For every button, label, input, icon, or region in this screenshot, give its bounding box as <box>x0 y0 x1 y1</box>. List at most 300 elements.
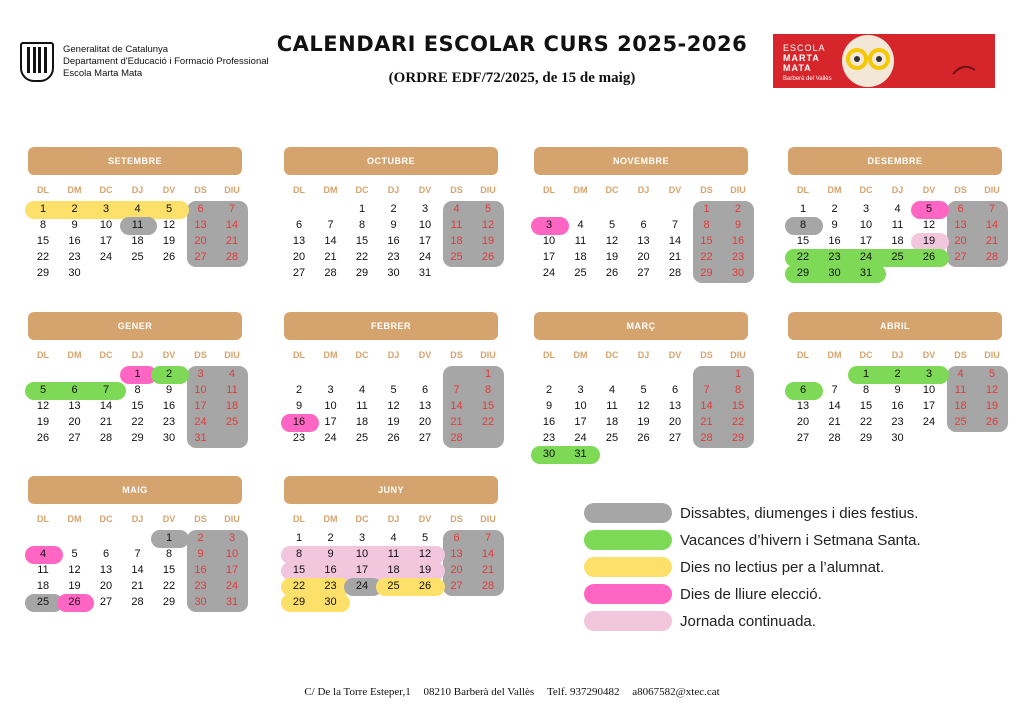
day-cell: 10 <box>859 219 873 231</box>
day-cell: 2 <box>894 368 901 380</box>
day-name: DIU <box>984 185 1000 195</box>
header-left <box>20 42 269 82</box>
month-body <box>284 476 498 676</box>
day-cell: 6 <box>671 384 679 396</box>
day-cell: 7 <box>453 384 460 396</box>
day-name: DS <box>194 350 207 360</box>
day-cell: 23 <box>387 251 400 263</box>
day-cell: 24 <box>324 432 337 444</box>
day-name: DM <box>573 185 588 195</box>
day-cell: 14 <box>225 219 239 231</box>
school-logo-line-1: ESCOLA <box>783 43 826 53</box>
day-cell: 26 <box>985 416 999 428</box>
day-cell: 21 <box>324 251 337 263</box>
day-cell: 18 <box>131 235 144 247</box>
day-cell: 7 <box>102 384 110 396</box>
day-cell: 21 <box>985 235 999 247</box>
day-name: DJ <box>131 514 144 524</box>
day-cell: 22 <box>131 416 144 428</box>
day-cell: 26 <box>605 267 619 279</box>
day-cell: 6 <box>197 203 204 215</box>
day-cell: 19 <box>922 235 936 247</box>
day-cell: 1 <box>39 203 47 215</box>
day-cell: 12 <box>387 400 400 412</box>
day-cell: 11 <box>131 219 144 231</box>
day-name: DM <box>323 185 338 195</box>
day-name: DC <box>99 185 113 195</box>
day-cell: 30 <box>828 267 841 279</box>
day-cell: 15 <box>292 564 306 576</box>
day-cell: 3 <box>102 203 110 215</box>
day-cell: 14 <box>450 400 463 412</box>
legend-label: Dies de lliure elecció. <box>680 585 822 603</box>
day-cell: 30 <box>68 267 81 279</box>
org-line-1: Generalitat de Catalunya <box>63 44 169 55</box>
day-name: DV <box>162 350 176 360</box>
day-name: DS <box>700 185 713 195</box>
day-cell: 8 <box>358 219 366 231</box>
day-name: DC <box>355 350 369 360</box>
day-cell: 4 <box>228 368 236 380</box>
day-name: DL <box>543 185 555 195</box>
day-cell: 14 <box>828 400 841 412</box>
day-cell: 30 <box>194 596 207 608</box>
day-cell: 24 <box>225 580 239 592</box>
day-cell: 10 <box>355 548 369 560</box>
day-cell: 19 <box>36 416 50 428</box>
month-body <box>788 312 1002 512</box>
day-name: DL <box>37 350 49 360</box>
day-cell: 13 <box>796 400 810 412</box>
day-cell: 9 <box>295 400 303 412</box>
day-cell: 11 <box>37 564 49 576</box>
day-cell: 28 <box>324 267 337 279</box>
day-cell: 25 <box>131 251 144 263</box>
day-cell: 10 <box>225 548 239 560</box>
month-7 <box>534 312 748 460</box>
day-name: DIU <box>984 350 1000 360</box>
day-cell: 31 <box>574 448 587 460</box>
day-name: DIU <box>224 185 240 195</box>
legend-item <box>584 611 816 631</box>
day-cell: 14 <box>700 400 713 412</box>
day-cell: 3 <box>421 203 429 215</box>
day-cell: 7 <box>988 203 996 215</box>
day-cell: 20 <box>292 251 306 263</box>
day-cell: 12 <box>36 400 50 412</box>
day-cell: 1 <box>734 368 742 380</box>
month-header: MAIG <box>28 476 242 504</box>
day-cell: 8 <box>703 219 710 231</box>
day-cell: 22 <box>481 416 495 428</box>
day-cell: 22 <box>36 251 50 263</box>
day-cell: 1 <box>134 368 141 380</box>
day-cell: 17 <box>418 235 432 247</box>
day-name: DIU <box>480 514 496 524</box>
day-cell: 20 <box>418 416 432 428</box>
legend-label: Dies no lectius per a l’alumnat. <box>680 558 885 576</box>
day-cell: 16 <box>68 235 81 247</box>
day-name: DJ <box>891 350 904 360</box>
day-name: DJ <box>637 185 650 195</box>
day-name: DV <box>922 185 936 195</box>
footer-city: 08210 Barberà del Vallès <box>423 686 535 698</box>
day-name: DV <box>418 185 432 195</box>
day-cell: 25 <box>605 432 619 444</box>
legend-label: Dissabtes, diumenges i dies festius. <box>680 504 919 522</box>
day-cell: 23 <box>324 580 337 592</box>
day-name: DIU <box>480 350 496 360</box>
school-logo <box>773 34 995 88</box>
day-cell: 9 <box>71 219 78 231</box>
day-cell: 30 <box>324 596 337 608</box>
day-name: DJ <box>131 350 144 360</box>
org-line-3: Escola Marta Mata <box>63 68 143 79</box>
day-cell: 9 <box>165 384 173 396</box>
day-cell: 16 <box>731 235 745 247</box>
day-cell: 21 <box>700 416 713 428</box>
day-cell: 14 <box>99 400 113 412</box>
day-cell: 10 <box>922 384 936 396</box>
day-name: DM <box>67 514 82 524</box>
day-cell: 19 <box>605 251 619 263</box>
day-cell: 3 <box>327 384 334 396</box>
day-name: DM <box>573 350 588 360</box>
day-cell: 16 <box>324 564 337 576</box>
school-logo-small: Barberà del Vallès <box>783 76 832 82</box>
day-cell: 14 <box>985 219 999 231</box>
day-cell: 20 <box>99 580 113 592</box>
day-cell: 22 <box>700 251 713 263</box>
month-header: JUNY <box>284 476 498 504</box>
day-cell: 3 <box>358 532 366 544</box>
day-cell: 23 <box>162 416 176 428</box>
day-cell: 25 <box>450 251 463 263</box>
day-cell: 15 <box>700 235 713 247</box>
day-cell: 4 <box>39 548 47 560</box>
day-cell: 15 <box>162 564 176 576</box>
day-cell: 23 <box>828 251 841 263</box>
day-name: DV <box>922 350 936 360</box>
day-cell: 25 <box>574 267 587 279</box>
day-name: DL <box>797 185 809 195</box>
month-6 <box>284 312 498 444</box>
day-cell: 29 <box>859 432 873 444</box>
day-cell: 30 <box>542 448 556 460</box>
day-cell: 14 <box>481 548 495 560</box>
day-cell: 16 <box>292 416 306 428</box>
day-cell: 20 <box>637 251 650 263</box>
day-cell: 13 <box>68 400 81 412</box>
month-header: GENER <box>28 312 242 340</box>
day-cell: 25 <box>225 416 239 428</box>
day-cell: 17 <box>859 235 873 247</box>
day-cell: 27 <box>637 267 650 279</box>
day-cell: 26 <box>481 251 495 263</box>
day-cell: 1 <box>484 368 492 380</box>
day-cell: 23 <box>891 416 904 428</box>
day-cell: 17 <box>324 416 337 428</box>
day-cell: 12 <box>162 219 176 231</box>
day-cell: 19 <box>985 400 999 412</box>
month-header: DESEMBRE <box>788 147 1002 175</box>
day-cell: 28 <box>131 596 144 608</box>
footer-email: a8067582@xtec.cat <box>632 686 720 698</box>
month-header: NOVEMBRE <box>534 147 748 175</box>
day-cell: 4 <box>957 368 964 380</box>
day-name: DL <box>293 185 305 195</box>
day-name: DS <box>450 350 463 360</box>
month-header: MARÇ <box>534 312 748 340</box>
day-cell: 27 <box>450 580 463 592</box>
day-cell: 2 <box>545 384 553 396</box>
day-name: DV <box>668 185 682 195</box>
day-cell: 20 <box>68 416 81 428</box>
day-name: DC <box>99 514 113 524</box>
day-cell: 16 <box>891 400 904 412</box>
day-cell: 28 <box>828 432 841 444</box>
day-cell: 22 <box>162 580 176 592</box>
day-cell: 21 <box>99 416 113 428</box>
day-cell: 12 <box>481 219 495 231</box>
month-header: FEBRER <box>284 312 498 340</box>
day-name: DV <box>418 350 432 360</box>
day-cell: 18 <box>574 251 587 263</box>
day-cell: 23 <box>542 432 556 444</box>
day-cell: 17 <box>355 564 369 576</box>
month-header: OCTUBRE <box>284 147 498 175</box>
day-cell: 23 <box>194 580 207 592</box>
day-name: DM <box>67 350 82 360</box>
day-cell: 5 <box>71 548 78 560</box>
legend-swatch-gray <box>584 503 672 523</box>
day-cell: 15 <box>481 400 495 412</box>
day-cell: 7 <box>671 219 679 231</box>
day-cell: 8 <box>295 548 303 560</box>
day-name: DV <box>418 514 432 524</box>
day-cell: 11 <box>356 400 368 412</box>
day-cell: 2 <box>390 203 397 215</box>
day-name: DM <box>67 185 82 195</box>
day-cell: 6 <box>640 219 647 231</box>
day-cell: 3 <box>925 368 933 380</box>
day-cell: 31 <box>859 267 873 279</box>
header-org <box>63 44 269 80</box>
day-cell: 9 <box>197 548 204 560</box>
day-cell: 12 <box>637 400 650 412</box>
day-name: DS <box>700 350 713 360</box>
day-name: DC <box>859 350 873 360</box>
day-cell: 24 <box>418 251 432 263</box>
day-cell: 10 <box>194 384 207 396</box>
day-cell: 7 <box>703 384 710 396</box>
day-cell: 24 <box>922 416 936 428</box>
day-cell: 26 <box>162 251 176 263</box>
day-cell: 5 <box>988 368 996 380</box>
legend <box>584 503 964 633</box>
day-name: DJ <box>637 350 650 360</box>
day-cell: 29 <box>292 596 306 608</box>
day-cell: 17 <box>194 400 207 412</box>
day-cell: 10 <box>324 400 337 412</box>
day-cell: 4 <box>577 219 584 231</box>
day-cell: 20 <box>450 564 463 576</box>
day-cell: 7 <box>484 532 492 544</box>
day-cell: 16 <box>162 400 176 412</box>
day-name: DL <box>293 514 305 524</box>
day-cell: 8 <box>484 384 492 396</box>
day-cell: 24 <box>355 580 369 592</box>
day-name: DV <box>162 514 176 524</box>
day-cell: 20 <box>954 235 967 247</box>
day-name: DM <box>827 350 842 360</box>
day-cell: 4 <box>608 384 616 396</box>
day-cell: 26 <box>68 596 81 608</box>
day-cell: 19 <box>387 416 400 428</box>
day-cell: 30 <box>731 267 745 279</box>
day-cell: 12 <box>418 548 432 560</box>
day-cell: 13 <box>450 548 463 560</box>
day-cell: 26 <box>637 432 650 444</box>
day-cell: 18 <box>954 400 967 412</box>
day-name: DM <box>827 185 842 195</box>
day-cell: 7 <box>831 384 838 396</box>
day-name: DS <box>954 350 967 360</box>
day-cell: 3 <box>228 532 236 544</box>
day-cell: 17 <box>225 564 239 576</box>
month-3 <box>534 147 748 279</box>
day-cell: 13 <box>99 564 113 576</box>
day-cell: 28 <box>985 251 999 263</box>
day-name: DL <box>37 185 49 195</box>
day-cell: 1 <box>799 203 807 215</box>
day-cell: 20 <box>796 416 810 428</box>
day-cell: 22 <box>796 251 810 263</box>
day-cell: 13 <box>418 400 432 412</box>
month-header: ABRIL <box>788 312 1002 340</box>
day-cell: 9 <box>327 548 334 560</box>
day-name: DIU <box>730 185 746 195</box>
day-cell: 25 <box>954 416 967 428</box>
day-cell: 9 <box>390 219 397 231</box>
school-logo-line-3: MATA <box>783 63 812 73</box>
day-name: DC <box>605 185 619 195</box>
day-cell: 7 <box>228 203 236 215</box>
day-name: DC <box>355 185 369 195</box>
day-cell: 18 <box>355 416 369 428</box>
day-name: DL <box>293 350 305 360</box>
day-cell: 27 <box>796 432 810 444</box>
page-title: CALENDARI ESCOLAR CURS 2025-2026 <box>276 32 748 56</box>
day-cell: 14 <box>324 235 337 247</box>
day-name: DIU <box>224 350 240 360</box>
day-cell: 13 <box>292 235 306 247</box>
day-cell: 29 <box>36 267 50 279</box>
day-cell: 11 <box>574 235 587 247</box>
day-cell: 15 <box>796 235 810 247</box>
day-cell: 22 <box>355 251 369 263</box>
day-cell: 24 <box>99 251 113 263</box>
day-cell: 29 <box>355 267 369 279</box>
day-cell: 30 <box>387 267 400 279</box>
day-cell: 8 <box>134 384 141 396</box>
legend-swatch-yellow <box>584 557 672 577</box>
legend-item <box>584 530 921 550</box>
day-cell: 4 <box>358 384 366 396</box>
day-cell: 13 <box>637 235 650 247</box>
legend-swatch-lightpink <box>584 611 672 631</box>
day-cell: 19 <box>162 235 176 247</box>
day-name: DM <box>323 514 338 524</box>
day-cell: 19 <box>637 416 650 428</box>
day-cell: 1 <box>295 532 303 544</box>
day-cell: 27 <box>418 432 432 444</box>
day-name: DIU <box>480 185 496 195</box>
day-cell: 15 <box>731 400 745 412</box>
day-cell: 24 <box>574 432 587 444</box>
day-cell: 18 <box>225 400 239 412</box>
day-cell: 15 <box>36 235 50 247</box>
day-cell: 12 <box>68 564 81 576</box>
day-cell: 21 <box>450 416 463 428</box>
day-cell: 1 <box>862 368 870 380</box>
day-cell: 24 <box>542 267 556 279</box>
day-cell: 5 <box>925 203 933 215</box>
day-name: DM <box>323 350 338 360</box>
day-cell: 25 <box>355 432 369 444</box>
day-cell: 4 <box>894 203 901 215</box>
day-cell: 15 <box>131 400 144 412</box>
day-cell: 28 <box>225 251 239 263</box>
day-cell: 11 <box>606 400 618 412</box>
day-cell: 2 <box>165 368 173 380</box>
day-cell: 22 <box>731 416 745 428</box>
day-cell: 17 <box>99 235 113 247</box>
day-cell: 4 <box>453 203 460 215</box>
day-cell: 27 <box>194 251 207 263</box>
legend-item <box>584 557 884 577</box>
day-cell: 27 <box>954 251 967 263</box>
legend-item <box>584 584 822 604</box>
month-1 <box>28 147 242 279</box>
day-cell: 31 <box>225 596 239 608</box>
day-cell: 9 <box>894 384 901 396</box>
day-cell: 28 <box>700 432 713 444</box>
day-cell: 7 <box>327 219 334 231</box>
day-cell: 18 <box>605 416 619 428</box>
org-line-2: Departament d'Educació i Formació Professional <box>63 56 269 67</box>
generalitat-logo-icon <box>20 42 54 82</box>
day-cell: 27 <box>99 596 113 608</box>
day-cell: 15 <box>859 400 873 412</box>
day-cell: 28 <box>99 432 113 444</box>
day-name: DS <box>450 185 463 195</box>
day-cell: 8 <box>862 384 870 396</box>
day-name: DV <box>162 185 176 195</box>
day-cell: 18 <box>387 564 400 576</box>
day-cell: 3 <box>545 219 553 231</box>
day-cell: 19 <box>68 580 81 592</box>
day-cell: 18 <box>36 580 50 592</box>
day-cell: 1 <box>703 203 710 215</box>
month-2 <box>284 147 498 279</box>
day-cell: 10 <box>574 400 587 412</box>
day-cell: 21 <box>828 416 841 428</box>
day-cell: 21 <box>481 564 495 576</box>
day-name: DS <box>194 514 207 524</box>
day-cell: 21 <box>131 580 144 592</box>
day-cell: 2 <box>197 532 204 544</box>
